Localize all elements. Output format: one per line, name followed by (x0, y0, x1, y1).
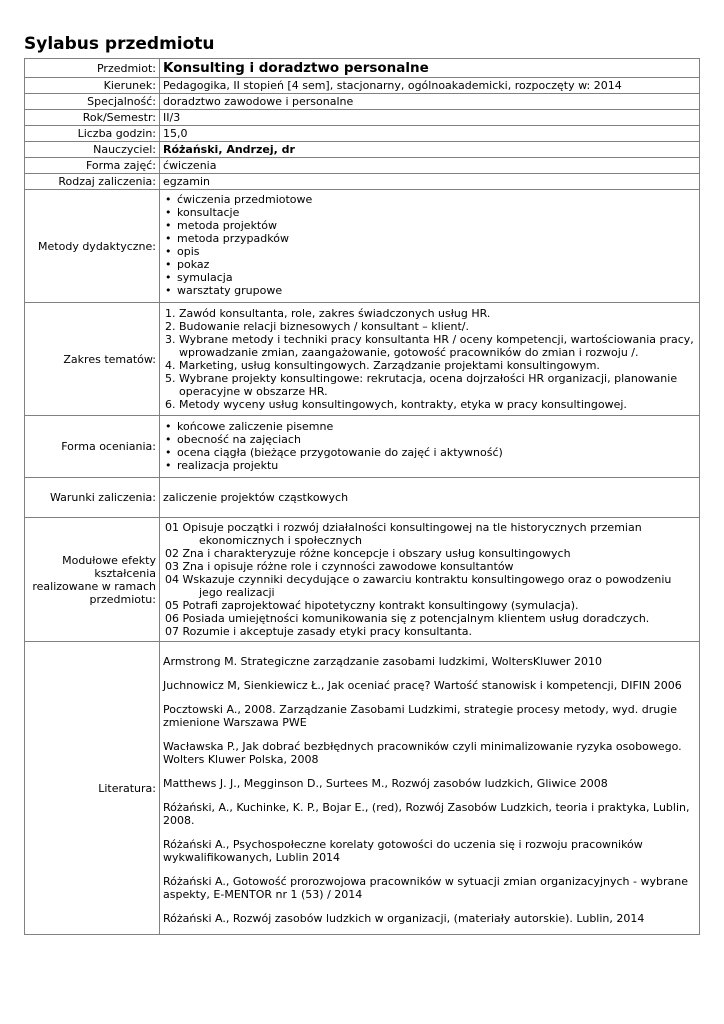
metody-item: • opis (163, 245, 696, 258)
label-zakres: Zakres tematów: (25, 303, 160, 416)
label-literatura: Literatura: (25, 642, 160, 935)
list-text: Budowanie relacji biznesowych / konsultant – klient/. (179, 320, 470, 333)
value-rok: II/3 (160, 110, 700, 126)
row-zakres (25, 303, 700, 416)
label-forma-zajec: Forma zajęć: (25, 158, 160, 174)
literatura-item: Juchnowicz M, Sienkiewicz Ł., Jak oceniać pracę? Wartość stanowisk i kompetencji, DIFIN 2006 (163, 679, 682, 692)
list-text: Wybrane metody i techniki pracy konsultanta HR / oceny kompetencji, wartościowania pracy, wprowadzanie zmian, zaangażowanie, gotowość pracowników do zmian i rozwoju /. (179, 333, 694, 359)
label-kierunek: Kierunek: (25, 78, 160, 94)
literatura-item: Różański A., Psychospołeczne korelaty gotowości do uczenia się i rozwoju pracowników wykwalifikowanych, Lublin 2014 (163, 838, 643, 864)
label-godziny: Liczba godzin: (25, 126, 160, 142)
list-number: 5. (165, 372, 176, 385)
list-number: 6. (165, 398, 176, 411)
label-metody: Metody dydaktyczne: (25, 190, 160, 303)
literatura-item: Wacławska P., Jak dobrać bezbłędnych pracowników czyli minimalizowanie ryzyka osobowego. Wolters Kluwer Polska, 2008 (163, 740, 682, 766)
literatura-item: Matthews J. J., Megginson D., Surtees M., Rozwój zasobów ludzkich, Gliwice 2008 (163, 777, 608, 790)
zakres-item (163, 333, 696, 359)
list-text: Metody wyceny usług konsultingowych, kontrakty, etyka w pracy konsultingowej. (179, 398, 627, 411)
label-specjalnosc: Specjalność: (25, 94, 160, 110)
row-warunki (25, 478, 700, 518)
row-metody (25, 190, 700, 303)
efekt-item: 07 Rozumie i akceptuje zasady etyki pracy konsultanta. (165, 625, 473, 638)
zakres-list (163, 307, 696, 411)
row-forma-zajec (25, 158, 700, 174)
efekt-item: 01 Opisuje początki i rozwój działalności konsultingowej na tle historycznych przemian ekonomicznych i społecznych (165, 521, 642, 547)
value-literatura (160, 642, 700, 935)
list-number: 2. (165, 320, 176, 333)
zakres-item (163, 398, 696, 411)
value-efekty (160, 518, 700, 642)
row-rok (25, 110, 700, 126)
zakres-item (163, 372, 696, 398)
metody-item: • symulacja (163, 271, 696, 284)
metody-item: • warsztaty grupowe (163, 284, 696, 297)
label-warunki: Warunki zaliczenia: (25, 478, 160, 518)
row-kierunek (25, 78, 700, 94)
syllabus-table (24, 58, 700, 935)
row-specjalnosc (25, 94, 700, 110)
ocenianie-list (163, 420, 696, 472)
literatura-item: Armstrong M. Strategiczne zarządzanie zasobami ludzkimi, WoltersKluwer 2010 (163, 655, 602, 668)
metody-item: • ćwiczenia przedmiotowe (163, 193, 696, 206)
value-metody (160, 190, 700, 303)
row-ocenianie (25, 416, 700, 478)
value-specjalnosc: doradztwo zawodowe i personalne (160, 94, 700, 110)
label-rodzaj: Rodzaj zaliczenia: (25, 174, 160, 190)
ocenianie-item: • realizacja projektu (163, 459, 696, 472)
label-nauczyciel: Nauczyciel: (25, 142, 160, 158)
value-ocenianie (160, 416, 700, 478)
metody-item: • pokaz (163, 258, 696, 271)
course-name: Konsulting i doradztwo personalne (160, 59, 700, 78)
list-number: 1. (165, 307, 176, 320)
literatura-item: Różański, A., Kuchinke, K. P., Bojar E., (red), Rozwój Zasobów Ludzkich, teoria i praktyka, Lublin, 2008. (163, 801, 690, 827)
label-ocenianie: Forma oceniania: (25, 416, 160, 478)
efekty-list (163, 521, 696, 638)
label-rok: Rok/Semestr: (25, 110, 160, 126)
row-godziny (25, 126, 700, 142)
literatura-item: Pocztowski A., 2008. Zarządzanie Zasobami Ludzkimi, strategie procesy metody, wyd. drugie zmienione Warszawa PWE (163, 703, 677, 729)
literatura-item: Różański A., Gotowość prorozwojowa pracowników w sytuacji zmian organizacyjnych - wybrane aspekty, E-MENTOR nr 1 (53) / 2014 (163, 875, 688, 901)
row-efekty (25, 518, 700, 642)
zakres-item (163, 359, 696, 372)
list-text: Zawód konsultanta, role, zakres świadczonych usług HR. (179, 307, 491, 320)
efekt-item: 03 Zna i opisuje różne role i czynności zawodowe konsultantów (165, 560, 514, 573)
value-rodzaj: egzamin (160, 174, 700, 190)
list-number: 3. (165, 333, 176, 346)
value-godziny: 15,0 (160, 126, 700, 142)
efekt-item: 04 Wskazuje czynniki decydujące o zawarciu kontraktu konsultingowego oraz o powodzeniu jego realizacji (165, 573, 672, 599)
metody-item: • metoda projektów (163, 219, 696, 232)
ocenianie-item: • obecność na zajęciach (163, 433, 696, 446)
zakres-item (163, 307, 696, 320)
value-kierunek: Pedagogika, II stopień [4 sem], stacjonarny, ogólnoakademicki, rozpoczęty w: 2014 (160, 78, 700, 94)
metody-list (163, 193, 696, 297)
metody-item: • metoda przypadków (163, 232, 696, 245)
literatura-item: Różański A., Rozwój zasobów ludzkich w organizacji, (materiały autorskie). Lublin, 2014 (163, 912, 645, 925)
row-nauczyciel (25, 142, 700, 158)
zakres-item (163, 320, 696, 333)
metody-item: • konsultacje (163, 206, 696, 219)
value-forma-zajec: ćwiczenia (160, 158, 700, 174)
list-number: 4. (165, 359, 176, 372)
value-warunki: zaliczenie projektów cząstkowych (160, 478, 700, 518)
label-efekty: Modułowe efekty kształcenia realizowane w ramach przedmiotu: (25, 518, 160, 642)
row-literatura (25, 642, 700, 935)
row-rodzaj (25, 174, 700, 190)
efekt-item: 05 Potrafi zaprojektować hipotetyczny kontrakt konsultingowy (symulacja). (165, 599, 579, 612)
page-title: Sylabus przedmiotu (24, 34, 215, 54)
ocenianie-item: • ocena ciągła (bieżące przygotowanie do zajęć i aktywność) (163, 446, 696, 459)
ocenianie-item: • końcowe zaliczenie pisemne (163, 420, 696, 433)
label-przedmiot: Przedmiot: (25, 59, 160, 78)
list-text: Marketing, usług konsultingowych. Zarządzanie projektami konsultingowym. (179, 359, 600, 372)
list-text: Wybrane projekty konsultingowe: rekrutacja, ocena dojrzałości HR organizacji, planowanie operacyjne w obszarze HR. (179, 372, 678, 398)
row-przedmiot (25, 59, 700, 78)
value-nauczyciel: Różański, Andrzej, dr (160, 142, 700, 158)
efekt-item: 06 Posiada umiejętności komunikowania się z potencjalnym klientem usług doradczych. (165, 612, 650, 625)
efekt-item: 02 Zna i charakteryzuje różne koncepcje i obszary usług konsultingowych (165, 547, 571, 560)
value-zakres (160, 303, 700, 416)
